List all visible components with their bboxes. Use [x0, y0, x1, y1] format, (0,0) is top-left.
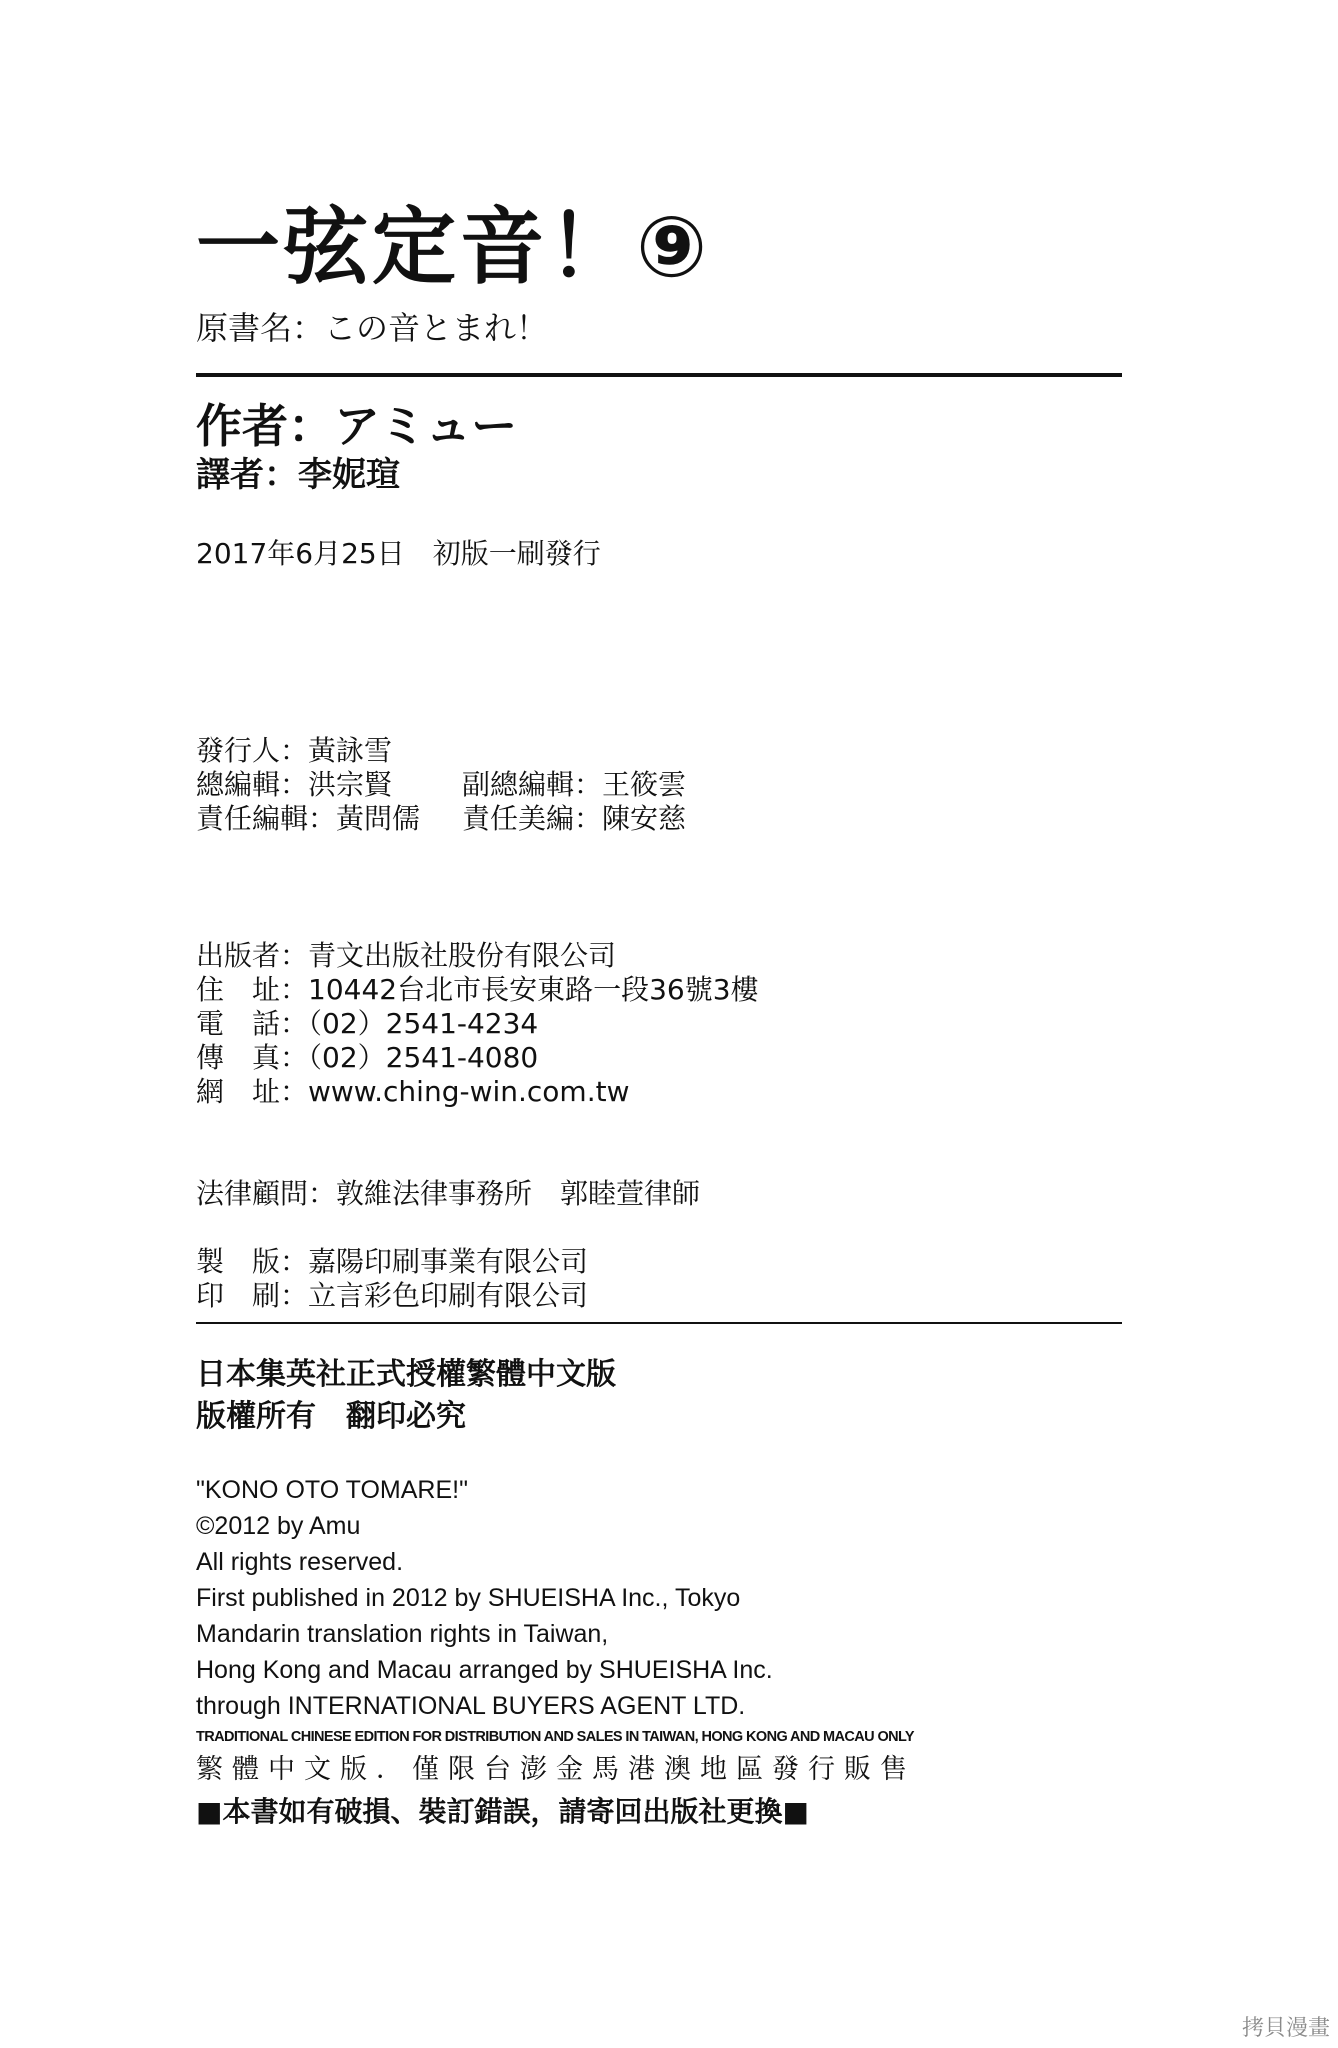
- responsible-art-editor: 責任美編：陳安慈: [462, 802, 687, 835]
- english-line-2: ©2012 by Amu: [196, 1512, 361, 1540]
- chief-editor: 總編輯：洪宗賢: [196, 768, 393, 801]
- license-divider: [196, 1322, 1122, 1324]
- english-line-3: All rights reserved.: [196, 1548, 404, 1576]
- translator: 譯者：李妮瑄: [196, 455, 400, 495]
- phone: 電 話：（02）2541-4234: [196, 1007, 539, 1040]
- publication-date: 2017年6月25日 初版一刷發行: [196, 537, 601, 570]
- title-divider: [196, 373, 1122, 377]
- address: 住 址：10442台北市長安東路一段36號3樓: [196, 973, 759, 1006]
- responsible-editor: 責任編輯：黃問儒: [196, 802, 421, 835]
- english-line-1: "KONO OTO TOMARE!": [196, 1476, 468, 1504]
- english-line-7: through INTERNATIONAL BUYERS AGENT LTD.: [196, 1692, 746, 1720]
- license-line-1: 日本集英社正式授權繁體中文版: [196, 1357, 616, 1392]
- license-line-2: 版權所有 翻印必究: [196, 1399, 466, 1434]
- english-line-5: Mandarin translation rights in Taiwan,: [196, 1620, 609, 1648]
- english-line-6: Hong Kong and Macau arranged by SHUEISHA Inc.: [196, 1656, 773, 1684]
- website: 網 址：www.ching-win.com.tw: [196, 1075, 630, 1108]
- publisher: 出版者：青文出版社股份有限公司: [196, 939, 617, 972]
- distribution-notice-en: TRADITIONAL CHINESE EDITION FOR DISTRIBUTION AND SALES IN TAIWAN, HONG KONG AND MACAU ONLY: [196, 1729, 914, 1745]
- legal-advisor: 法律顧問：敦維法律事務所 郭睦萱律師: [196, 1177, 701, 1210]
- fax: 傳 真：（02）2541-4080: [196, 1041, 539, 1074]
- watermark: 拷貝漫畫: [1241, 2016, 1330, 2041]
- book-title: 一弦定音！⑨: [196, 198, 712, 296]
- deputy-chief-editor: 副總編輯：王筱雲: [462, 768, 687, 801]
- publisher-person: 發行人：黃詠雪: [196, 734, 393, 767]
- original-title: 原書名：この音とまれ！: [196, 309, 549, 347]
- distribution-notice-zh: 繁體中文版．僅限台澎金馬港澳地區發行販售: [196, 1754, 916, 1785]
- plate-making: 製 版：嘉陽印刷事業有限公司: [196, 1245, 589, 1278]
- author: 作者：アミュー: [196, 399, 518, 453]
- english-line-4: First published in 2012 by SHUEISHA Inc., Tokyo: [196, 1584, 741, 1612]
- printing: 印 刷：立言彩色印刷有限公司: [196, 1279, 589, 1312]
- defect-notice: ■本書如有破損、裝訂錯誤，請寄回出版社更換■: [196, 1795, 809, 1828]
